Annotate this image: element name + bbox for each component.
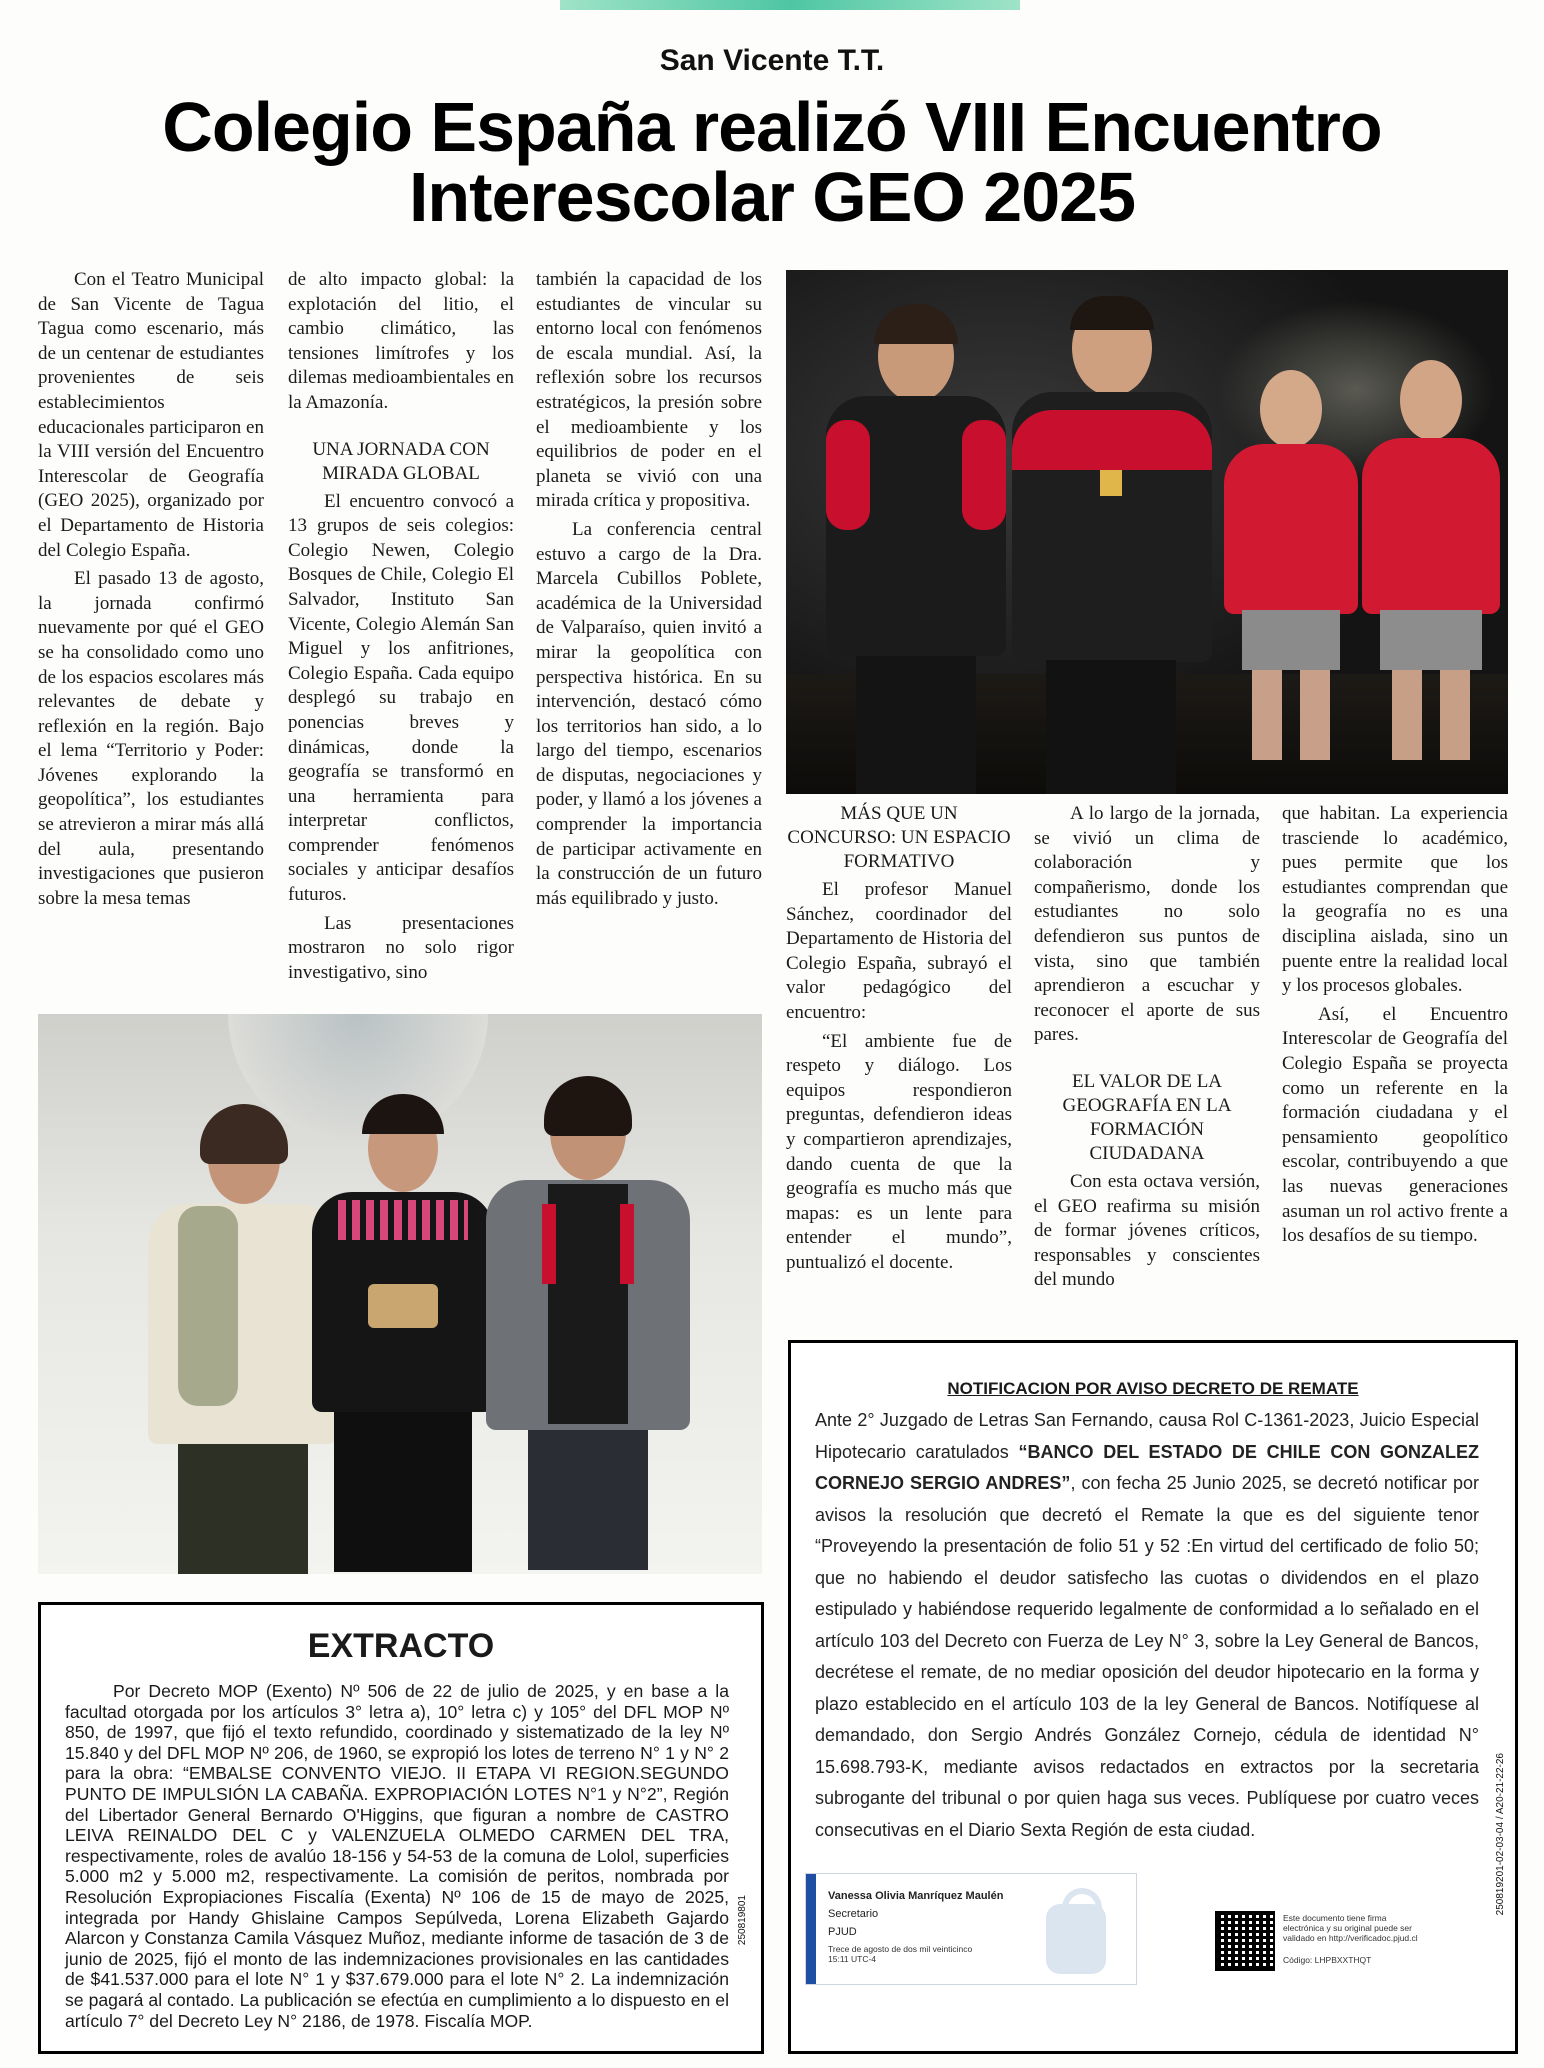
paragraph: Así, el Encuentro Interescolar de Geografía del Colegio España se proyecta como un referente en la formación ciudadana y el pensamiento geopolítico escolar, contribuyendo a que las nuevas generaciones asuman un rol activo frente a los desafíos de su tiempo. — [1282, 1003, 1508, 1247]
paragraph: Con el Teatro Municipal de San Vicente de Tagua Tagua como escenario, más de un centenar de estudiantes provenientes de seis establecimientos educacionales participaron en la VIII versión del Encuentro Interescolar de Geografía (GEO 2025), organizado por el Departamento de Historia del Colegio España. — [38, 269, 264, 561]
photo-speaker-group — [38, 1014, 762, 1574]
article-column-2 — [288, 268, 514, 985]
paragraph: “El ambiente fue de respeto y diálogo. Los equipos respondieron preguntas, defendieron ideas y compartieron aprendizajes, dando cuenta de que la geografía es mucho más que mapas: es un lente para entender el mundo”, puntualizó el docente. — [786, 1030, 1012, 1273]
notificacion-notice — [788, 1340, 1518, 2054]
electronic-signature — [805, 1873, 1137, 1985]
paragraph: Las presentaciones mostraron no solo rigor investigativo, sino — [288, 912, 514, 983]
paragraph: El pasado 13 de agosto, la jornada confirmó nuevamente por qué el GEO se ha consolidado como uno de los espacios escolares más relevantes de debate y reflexión en la región. Bajo el lema “Territorio y Poder: Jóvenes explorando la geopolítica”, los estudiantes se atrevieron a mirar más allá del aula, presentando investigaciones que pusieron sobre la mesa temas — [38, 568, 264, 909]
article-column-1 — [38, 268, 264, 911]
masthead-strip — [560, 0, 1020, 10]
signer-role: Secretario — [828, 1908, 879, 1920]
subheading: EL VALOR DE LA GEOGRAFÍA EN LA FORMACIÓN CIUDADANA — [1062, 1070, 1232, 1164]
qr-code-icon — [1215, 1911, 1275, 1971]
extracto-code: 250819801 — [737, 1895, 748, 1946]
notificacion-body — [815, 1405, 1479, 1846]
subheading: UNA JORNADA CON MIRADA GLOBAL — [312, 438, 490, 484]
section-kicker: San Vicente T.T. — [659, 44, 885, 77]
photo-students-teachers — [786, 270, 1508, 794]
verification-text: Este documento tiene firma electrónica y su original puede ser validado en http://verificadoc.pjud.cl — [1283, 1913, 1418, 1943]
notificacion-intro: Ante 2° Juzgado de Letras San Fernando, causa Rol C-1361-2023, Juicio Especial Hipotecario caratulados — [815, 1410, 1479, 1462]
paragraph: El profesor Manuel Sánchez, coordinador del Departamento de Historia del Colegio España, subrayó el valor pedagógico del encuentro: — [786, 879, 1012, 1023]
subheading: MÁS QUE UN CONCURSO: UN ESPACIO FORMATIVO — [787, 803, 1011, 872]
paragraph: El encuentro convocó a 13 grupos de seis colegios: Colegio Newen, Colegio Bosques de Chile, Colegio El Salvador, Instituto San Vicente, Colegio Alemán San Miguel y los anfitriones, Colegio España. Cada equipo desplegó su trabajo en ponencias breves y dinámicas, donde la geografía se transformó en una herramienta para interpretar conflictos, comprender fenómenos sociales y anticipar desafíos futuros. — [288, 490, 514, 906]
extracto-body — [65, 1681, 729, 2031]
notificacion-caratula: “BANCO DEL ESTADO DE CHILE CON GONZALEZ CORNEJO SERGIO ANDRES” — [815, 1441, 1480, 1493]
lock-icon — [1046, 1904, 1106, 1974]
article-column-6 — [1282, 802, 1508, 1249]
headline-line-1: Colegio España realizó VIII Encuentro — [162, 88, 1382, 166]
headline-line-2: Interescolar GEO 2025 — [408, 158, 1136, 236]
notificacion-title: NOTIFICACION POR AVISO DECRETO DE REMATE — [947, 1379, 1359, 1398]
article-column-3 — [536, 268, 762, 911]
signature-date: Trece de agosto de dos mil veinticinco 15:11 UTC-4 — [828, 1944, 973, 1964]
verification-code: Código: LHPBXXTHQT — [1283, 1955, 1372, 1965]
signer-name: Vanessa Olivia Manríquez Maulén — [828, 1890, 1004, 1902]
article-column-4 — [786, 802, 1012, 1276]
article-headline — [40, 88, 1504, 236]
paragraph: que habitan. La experiencia trasciende lo académico, pues permite que los estudiantes comprendan que la geografía no es una disciplina aislada, sino un puente entre la realidad local y los procesos globales. — [1282, 803, 1508, 997]
paragraph: también la capacidad de los estudiantes de vincular su entorno local con fenómenos de escala mundial. Así, la reflexión sobre los recursos estratégicos, la presión sobre el medioambiente y los equilibrios de poder en el planeta se vivió con una mirada crítica y propositiva. — [536, 269, 762, 512]
notificacion-code: 250819201-02-03-04 / A20-21-22-26 — [1495, 1753, 1506, 1916]
paragraph: A lo largo de la jornada, se vivió un clima de colaboración y compañerismo, donde los estudiantes no solo defendieron sus puntos de vista, sino que también aprendieron a escuchar y reconocer el aporte de sus pares. — [1034, 803, 1260, 1046]
paragraph: La conferencia central estuvo a cargo de la Dra. Marcela Cubillos Poblete, académica de la Universidad de Valparaíso, quien invitó a mirar la geopolítica con perspectiva histórica. En su intervención, destacó cómo los territorios han sido, a lo largo del tiempo, escenarios de disputas, negociaciones y poder, y llamó a los jóvenes a comprender la importancia de participar activamente en la construcción de un futuro más equilibrado y justo. — [536, 518, 762, 909]
extracto-notice — [38, 1602, 764, 2054]
paragraph: de alto impacto global: la explotación del litio, el cambio climático, las tensiones limítrofes y los dilemas medioambientales en la Amazonía. — [288, 269, 514, 413]
signer-org: PJUD — [828, 1926, 857, 1938]
notificacion-text: , con fecha 25 Junio 2025, se decretó notificar por avisos la resolución que decretó el Remate la que es del siguiente tenor “Proveyendo la presentación de folio 51 y 52 :En virtud del certificado de folio 50; que no habiendo el deudor satisfecho las cuotas o dividendos en el plazo estipulado y habiéndose requerido legalmente de conformidad a lo señalado en el artículo 103 del Decreto con Fuerza de Ley N° 3, sobre la Ley General de Bancos, decrétese el remate, de no mediar oposición del deudor hipotecario en la forma y plazo establecido en el artículo 103 de la ley General de Bancos. Notifíquese al demandado, don Sergio Andrés González Cornejo, cédula de identidad N° 15.698.793-K, mediante avisos redactados en extractos por la secretaria subrogante del tribunal o por quien haga sus veces. Publíquese por cuatro veces consecutivas en el Diario Sexta Región de esta ciudad. — [815, 1473, 1479, 1840]
paragraph: Con esta octava versión, el GEO reafirma su misión de formar jóvenes críticos, responsables y conscientes del mundo — [1034, 1170, 1260, 1291]
article-column-5 — [1034, 802, 1260, 1293]
extracto-title: EXTRACTO — [307, 1627, 495, 1665]
paragraph: Por Decreto MOP (Exento) Nº 506 de 22 de julio de 2025, y en base a la facultad otorgada por los artículos 3° letra a), 10° letra c) y 105° del DFL MOP Nº 850, de 1997, que fijó el texto refundido, coordinado y sistematizado de la ley Nº 15.840 y del DFL MOP Nº 206, de 1960, se expropió los lotes de terreno N° 1 y N° 2 para la obra: “EMBALSE CONVENTO VIEJO. II ETAPA VI REGION.SEGUNDO PUNTO DE IMPULSIÓN LA CABAÑA. EXPROPIACIÓN LOTES N°1 y N°2”, Región del Libertador General Bernardo O'Higgins, que figuran a nombre de CASTRO LEIVA REINALDO DEL C y VALENZUELA OLMEDO CARMEN DEL TRA, respectivamente, roles de avalúo 18-156 y 54-53 de la comuna de Lolol, superficies 5.000 m2 y 5.000 m2, respectivamente. La comisión de peritos, nombrada por Resolución Expropiaciones Fiscalía (Exenta) Nº 106 de 15 de mayo de 2025, integrada por Handy Ghislaine Campos Sepúlveda, Lorena Elizabeth Gajardo Alarcon y Constanza Camila Vásquez Muñoz, mediante informe de tasación de 3 de junio de 2025, fijó el monto de las indemnizaciones provisionales en las cantidades de $41.537.000 para el lote N° 1 y $37.679.000 para el lote N° 2. La indemnización se pagará al contado. La publicación se efectúa en cumplimiento a lo dispuesto en el artículo 7° del Decreto Ley N° 2186, de 1978. Fiscalía MOP. — [65, 1681, 729, 2031]
